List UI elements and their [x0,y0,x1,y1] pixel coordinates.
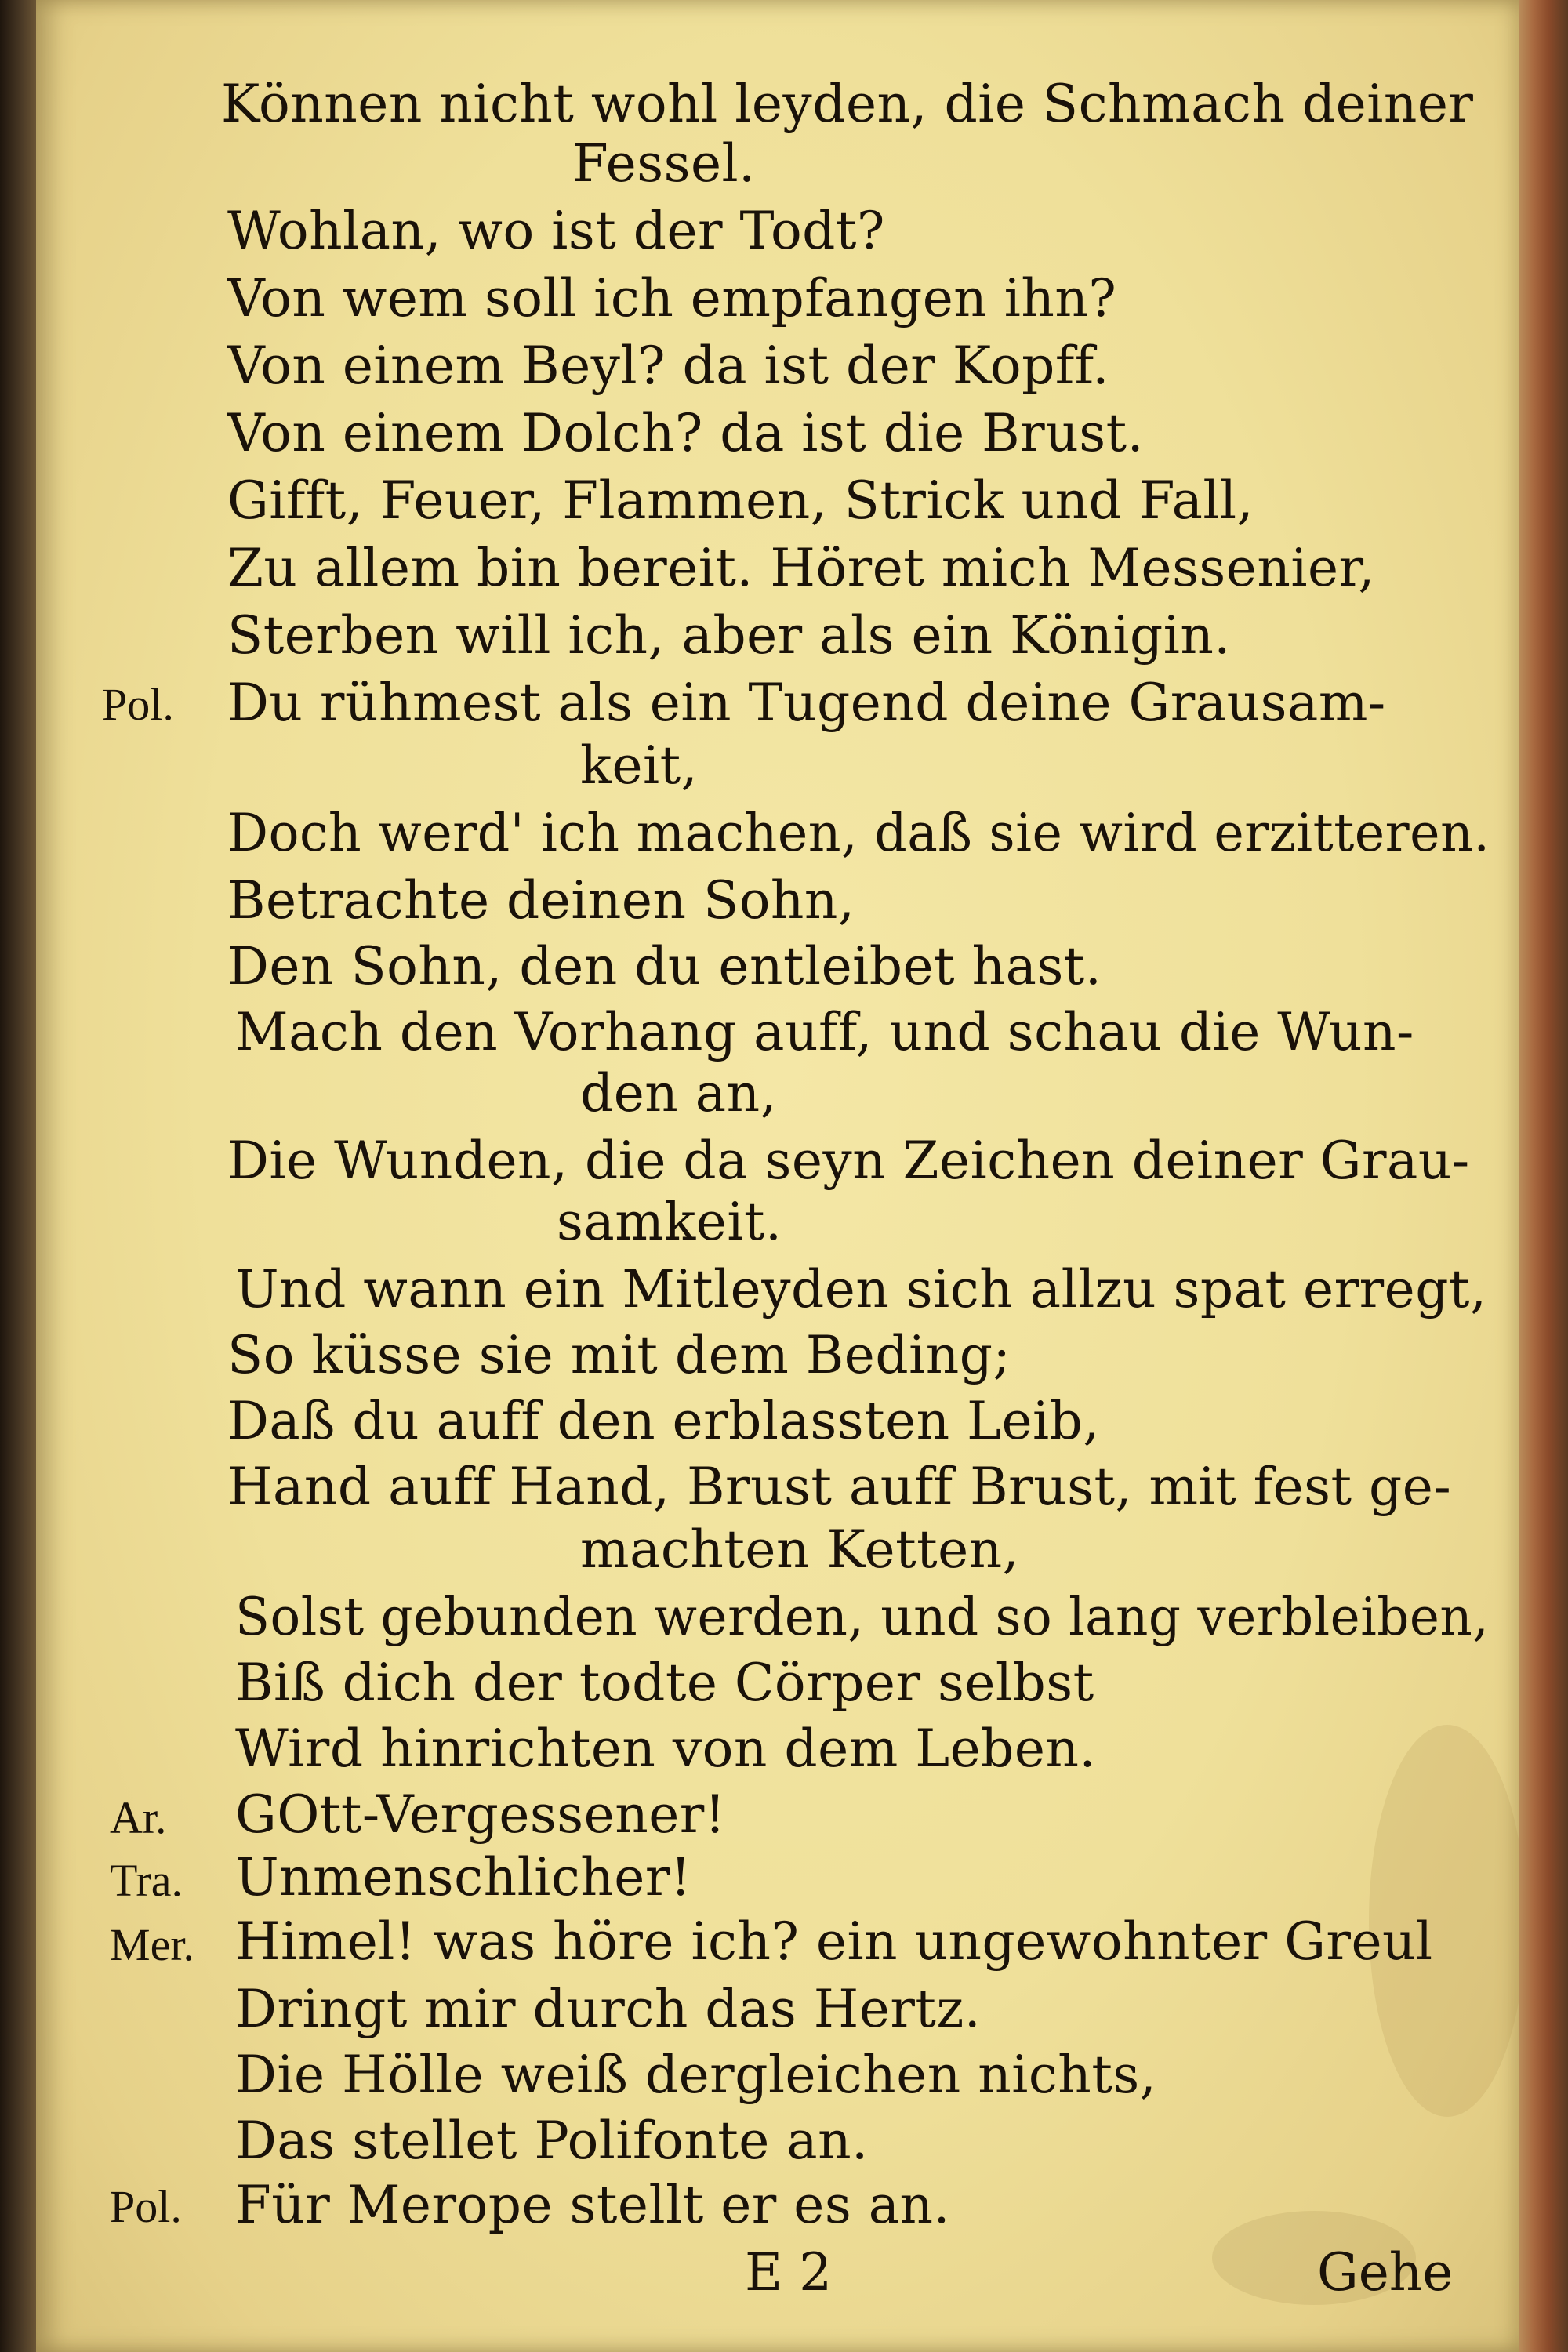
verse-line: Die Hölle weiß dergleichen nichts, [235,2045,1157,2105]
verse-line: Betrachte deinen Sohn, [227,870,855,931]
speaker-label: Pol. [102,679,174,730]
verse-line: Unmenschlicher! [235,1847,691,1907]
speaker-label: Tra. [110,1855,183,1906]
verse-line: Dringt mir durch das Hertz. [235,1979,982,2039]
verse-line: Sterben will ich, aber als ein Königin. [227,605,1231,666]
verse-line-continuation: machten Ketten, [580,1519,1020,1580]
verse-line-continuation: Fessel. [572,133,756,194]
verse-line: Von wem soll ich empfangen ihn? [227,268,1117,328]
verse-line-continuation: den an, [580,1063,778,1123]
verse-line: Doch werd' ich machen, daß sie wird erzitteren. [227,803,1490,863]
verse-line-continuation: samkeit. [557,1192,782,1252]
speaker-label: Pol. [110,2181,182,2232]
verse-line: GOtt-Vergessener! [235,1784,726,1845]
verse-line: Können nicht wohl leyden, die Schmach deiner [221,74,1474,134]
speaker-label: Mer. [110,1919,194,1970]
verse-line: Himel! was höre ich? ein ungewohnter Greul [235,1911,1433,1972]
verse-line: Solst gebunden werden, und so lang verbleiben, [235,1587,1490,1647]
verse-line: Daß du auff den erblassten Leib, [227,1391,1100,1451]
page-edge [1519,0,1568,2352]
speaker-label: Ar. [110,1792,167,1843]
verse-line: Gifft, Feuer, Flammen, Strick und Fall, [227,470,1254,531]
verse-line: Den Sohn, den du entleibet hast. [227,936,1102,996]
verse-line: Hand auff Hand, Brust auff Brust, mit fest ge- [227,1457,1452,1517]
verse-line: Und wann ein Mitleyden sich allzu spat erregt, [235,1259,1487,1319]
verse-line: Für Merope stellt er es an. [235,2175,951,2235]
verse-line: Du rühmest als ein Tugend deine Grausam- [227,673,1386,733]
verse-line: Mach den Vorhang auff, und schau die Wun- [235,1002,1414,1062]
verse-line: Von einem Dolch? da ist die Brust. [227,403,1145,463]
verse-line: Das stellet Polifonte an. [235,2111,869,2171]
verse-line: Von einem Beyl? da ist der Kopff. [227,336,1109,396]
signature-mark: E 2 [745,2242,833,2303]
verse-line: Biß dich der todte Cörper selbst [235,1653,1094,1713]
verse-line: Zu allem bin bereit. Höret mich Messenier, [227,538,1375,598]
verse-line: Die Wunden, die da seyn Zeichen deiner Grau- [227,1131,1470,1191]
verse-line: Wohlan, wo ist der Todt? [227,201,885,261]
verse-line: Wird hinrichten von dem Leben. [235,1719,1096,1779]
verse-line-continuation: keit, [580,735,699,796]
catchword: Gehe [1317,2242,1454,2303]
verse-line: So küsse sie mit dem Beding; [227,1325,1011,1385]
